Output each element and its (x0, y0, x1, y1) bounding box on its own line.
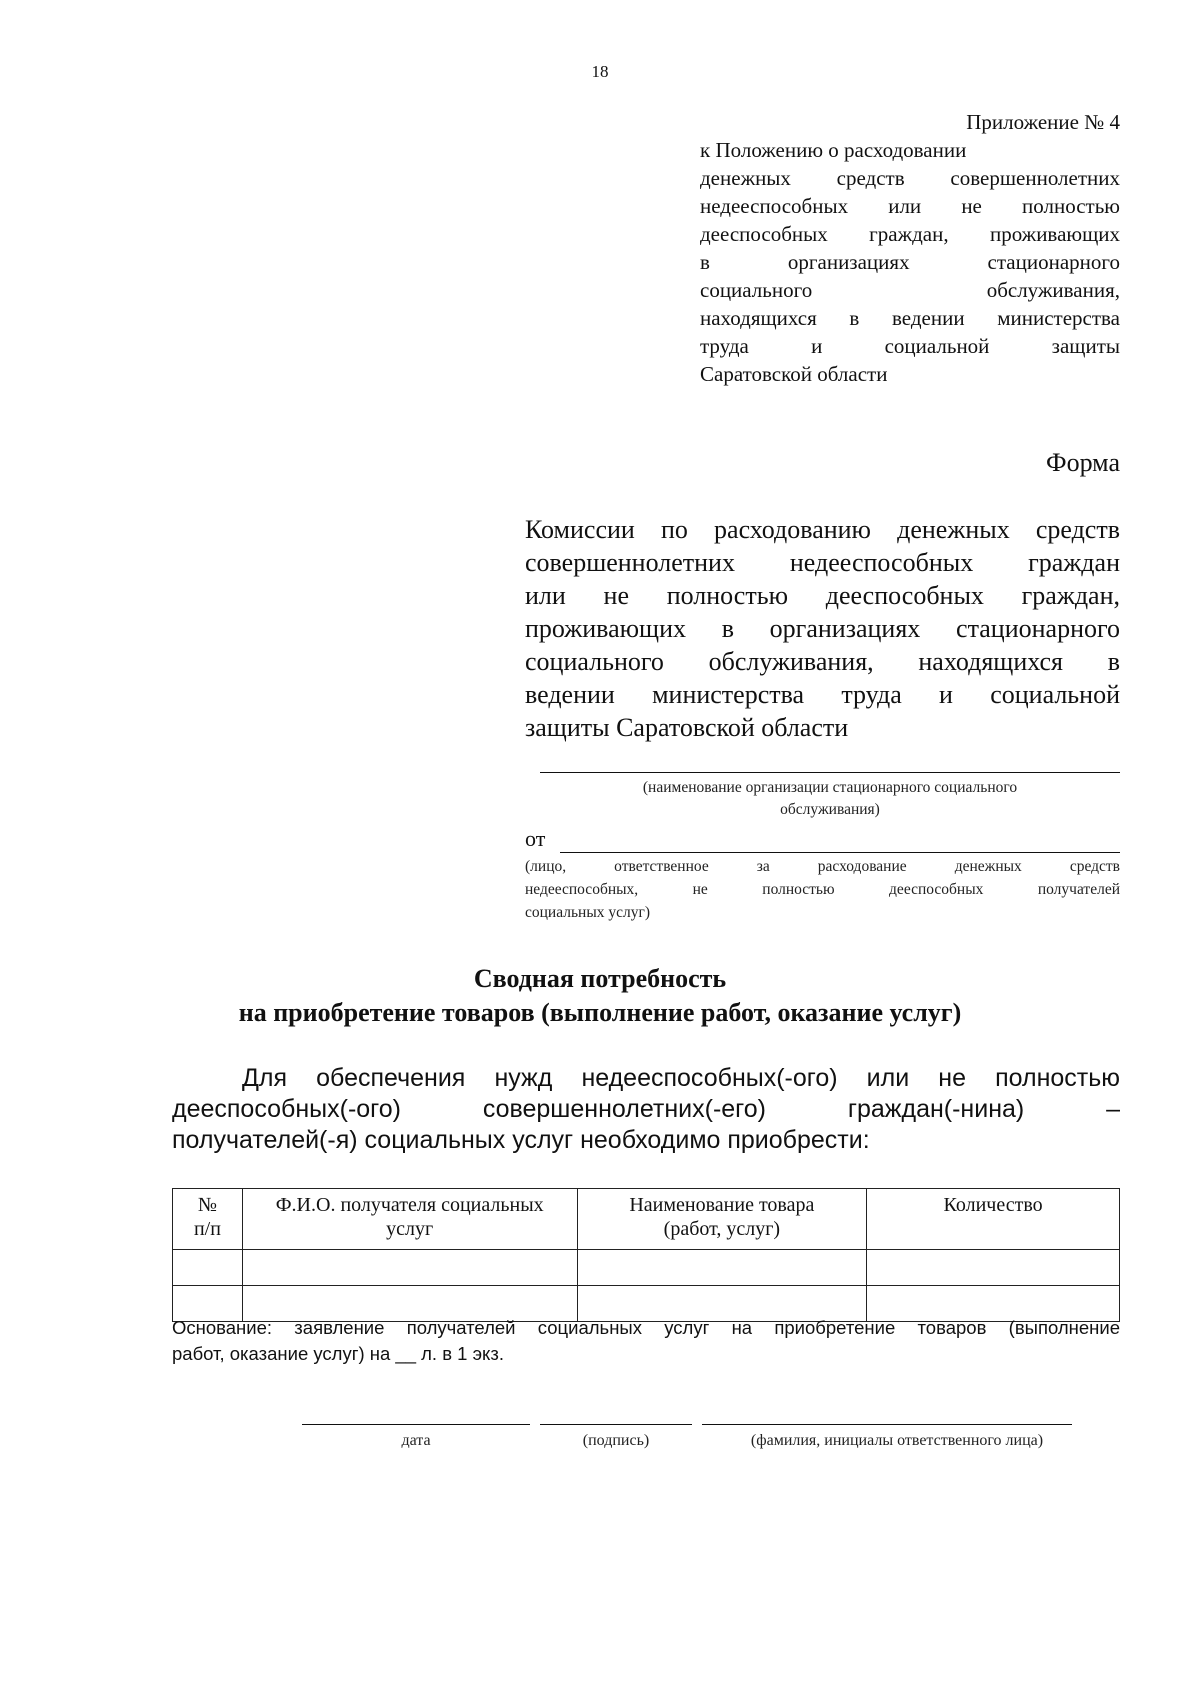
column-header-number (173, 1189, 243, 1250)
organization-hint-line: обслуживания) (780, 801, 880, 818)
full-name-caption: (фамилия, инициалы ответственного лица) (750, 1432, 1044, 1449)
appendix-header (700, 108, 1120, 388)
addressee-line: или не полностью дееспособных граждан, (525, 581, 1120, 610)
appendix-heading: Приложение № 4 (966, 110, 1120, 134)
addressee-line: защиты Саратовской области (525, 713, 849, 742)
document-title (0, 962, 1200, 1030)
responsible-person-field[interactable] (560, 852, 1120, 853)
addressee-line: проживающих в организациях стационарного (525, 614, 1120, 643)
signature-caption: (подпись) (582, 1432, 650, 1449)
basis-line: работ, оказание услуг) на __ л. в 1 экз. (172, 1343, 504, 1364)
person-hint-line: (лицо, ответственное за расходование денежных средств (525, 858, 1120, 875)
table-header-row (173, 1189, 1120, 1250)
basis-note (172, 1315, 1120, 1367)
intro-line: дееспособных(-ого) совершеннолетних(-его) граждан(-нина) – (172, 1095, 1120, 1123)
appendix-line: к Положению о расходовании (700, 138, 967, 162)
table-cell[interactable] (242, 1250, 577, 1286)
page-number: 18 (591, 62, 609, 81)
signature-field[interactable] (540, 1424, 692, 1425)
column-header-item-name (577, 1189, 867, 1250)
intro-line: получателей(-я) социальных услуг необходимо приобрести: (172, 1126, 870, 1154)
header-text: Наименование товара (629, 1194, 815, 1216)
intro-paragraph (172, 1063, 1120, 1156)
header-text: Ф.И.О. получателя социальных (275, 1194, 544, 1216)
appendix-line: труда и социальной защиты (700, 334, 1120, 358)
header-text: (работ, услуг) (663, 1218, 781, 1240)
organization-hint (560, 777, 1100, 821)
date-field[interactable] (302, 1424, 530, 1425)
header-text: Количество (943, 1194, 1043, 1216)
table-row (173, 1250, 1120, 1286)
appendix-line: находящихся в ведении министерства (700, 306, 1120, 330)
appendix-line: в организациях стационарного (700, 250, 1120, 274)
table-cell[interactable] (867, 1250, 1120, 1286)
appendix-line: дееспособных граждан, проживающих (700, 222, 1120, 246)
header-text: п/п (193, 1218, 221, 1240)
basis-line: Основание: заявление получателей социальных услуг на приобретение товаров (выполнение (172, 1317, 1120, 1338)
from-label: от (525, 826, 546, 851)
addressee-line: совершеннолетних недееспособных граждан (525, 548, 1120, 577)
full-name-field[interactable] (702, 1424, 1072, 1425)
appendix-line: социального обслуживания, (700, 278, 1120, 302)
addressee-line: социального обслуживания, находящихся в (525, 647, 1120, 676)
header-text: услуг (386, 1218, 434, 1240)
date-caption: дата (401, 1432, 431, 1449)
addressee-line: Комиссии по расходованию денежных средств (525, 515, 1120, 544)
column-header-recipient-name (242, 1189, 577, 1250)
form-label: Форма (1046, 448, 1120, 477)
organization-name-field[interactable] (540, 772, 1120, 773)
intro-line: Для обеспечения нужд недееспособных(-ого) или не полностью (242, 1064, 1120, 1092)
header-text: № (197, 1194, 217, 1216)
person-hint-line: недееспособных, не полностью дееспособных получателей (525, 881, 1120, 898)
responsible-person-hint (525, 855, 1120, 924)
appendix-line: Саратовской области (700, 362, 888, 386)
addressee-block (525, 513, 1120, 744)
organization-hint-line: (наименование организации стационарного социального (642, 779, 1018, 796)
table-cell[interactable] (577, 1250, 867, 1286)
table-cell[interactable] (173, 1250, 243, 1286)
appendix-line: денежных средств совершеннолетних (700, 166, 1120, 190)
title-line: на приобретение товаров (выполнение работ, оказание услуг) (238, 998, 962, 1027)
needs-table (172, 1188, 1120, 1322)
title-line: Сводная потребность (473, 964, 727, 993)
person-hint-line: социальных услуг) (525, 904, 651, 921)
column-header-quantity (867, 1189, 1120, 1250)
appendix-line: недееспособных или не полностью (700, 194, 1120, 218)
addressee-line: ведении министерства труда и социальной (525, 680, 1120, 709)
